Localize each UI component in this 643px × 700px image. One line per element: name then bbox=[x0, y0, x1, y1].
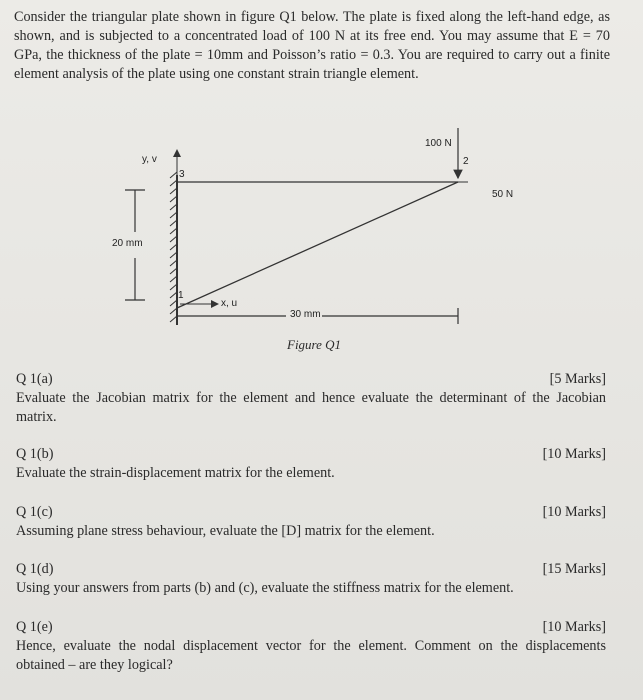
question-text: Hence, evaluate the nodal displacement vector for the element. Comment on the displacements obtained – are they logical? bbox=[16, 638, 606, 673]
question-1c bbox=[16, 503, 606, 541]
question-1d bbox=[16, 560, 606, 598]
triangular-plate-diagram bbox=[100, 120, 540, 365]
question-marks: [10 Marks] bbox=[542, 619, 606, 635]
question-1b bbox=[16, 445, 606, 483]
y-axis-label: y, v bbox=[142, 154, 157, 165]
question-marks: [5 Marks] bbox=[549, 371, 606, 387]
question-text: Assuming plane stress behaviour, evaluate the [D] matrix for the element. bbox=[16, 523, 435, 539]
question-text: Evaluate the Jacobian matrix for the element and hence evaluate the determinant of the Jacobian matrix. bbox=[16, 390, 606, 425]
figure-caption: Figure Q1 bbox=[287, 337, 342, 352]
height-dimension-label: 20 mm bbox=[112, 238, 143, 249]
question-label: Q 1(e) bbox=[16, 619, 53, 635]
question-marks: [10 Marks] bbox=[542, 504, 606, 520]
triangle-element bbox=[177, 182, 458, 308]
question-text: Evaluate the strain-displacement matrix for the element. bbox=[16, 465, 335, 481]
question-1e bbox=[16, 618, 606, 675]
node-1-label: 1 bbox=[178, 290, 184, 301]
question-marks: [15 Marks] bbox=[542, 561, 606, 577]
question-label: Q 1(a) bbox=[16, 371, 53, 387]
width-dimension-label: 30 mm bbox=[290, 309, 321, 320]
load-100n-label: 100 N bbox=[425, 138, 452, 149]
node-3-label: 3 bbox=[179, 169, 185, 180]
question-marks: [10 Marks] bbox=[542, 446, 606, 462]
problem-statement: Consider the triangular plate shown in figure Q1 below. The plate is fixed along the left-hand edge, as shown, and is subjected to a concentrated load of 100 N at its free end. You may assume that E = 70 GPa, the thickness of the plate = 10mm and Poisson’s ratio = 0.3. You are required to carry out a finite element analysis of the plate using one constant strain triangle element. bbox=[14, 9, 610, 82]
x-axis-label: x, u bbox=[221, 298, 238, 309]
load-50n-label: 50 N bbox=[492, 189, 514, 200]
question-text: Using your answers from parts (b) and (c), evaluate the stiffness matrix for the element. bbox=[16, 580, 514, 596]
question-1a bbox=[16, 370, 606, 427]
question-label: Q 1(c) bbox=[16, 504, 53, 520]
question-label: Q 1(d) bbox=[16, 561, 54, 577]
figure-q1 bbox=[100, 120, 540, 365]
fixed-support-hatching bbox=[170, 172, 177, 325]
node-2-label: 2 bbox=[463, 156, 469, 167]
question-label: Q 1(b) bbox=[16, 446, 54, 462]
